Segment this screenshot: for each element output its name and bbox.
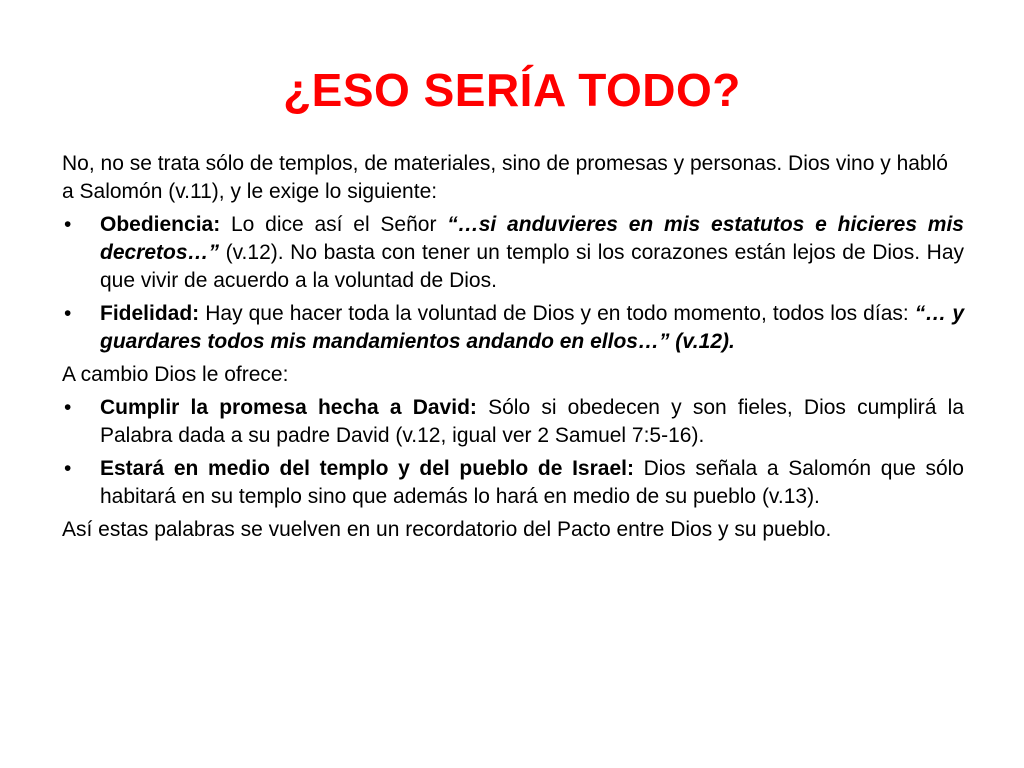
bullet-fidelidad bbox=[62, 300, 964, 356]
bullet-icon: • bbox=[64, 396, 72, 419]
bullet-icon: • bbox=[64, 457, 72, 480]
bullet-icon: • bbox=[64, 302, 72, 325]
bullet-quote: “… y guardares todos mis mandamientos andando en ellos…” (v.12). bbox=[100, 302, 964, 353]
intro-paragraph: No, no se trata sólo de templos, de materiales, sino de promesas y personas. Dios vino y habló a Salomón (v.11), y le exige lo siguiente: bbox=[62, 152, 948, 203]
slide-body bbox=[62, 150, 964, 549]
bullet-label: Obediencia: bbox=[100, 213, 221, 236]
bullet-quote: “…si anduvieres en mis estatutos e hicieres mis decretos…” bbox=[100, 213, 964, 264]
bullet-icon: • bbox=[64, 213, 72, 236]
bullet-en-medio-del-templo bbox=[62, 455, 964, 511]
bullet-text: Sólo si obedecen y son fieles, Dios cumplirá la Palabra dada a su padre David (v.12, igual ver 2 Samuel 7:5-16). bbox=[100, 396, 965, 447]
bullet-obediencia bbox=[62, 211, 964, 295]
bullet-cumplir-promesa bbox=[62, 394, 964, 450]
slide-title: ¿ESO SERÍA TODO? bbox=[283, 64, 741, 116]
bullet-text: Lo dice así el Señor bbox=[220, 213, 448, 236]
conclusion-paragraph: Así estas palabras se vuelven en un recordatorio del Pacto entre Dios y su pueblo. bbox=[62, 518, 832, 541]
bullet-label: Fidelidad: bbox=[100, 302, 200, 325]
bullet-text: Hay que hacer toda la voluntad de Dios y en todo momento, todos los días: bbox=[199, 302, 915, 325]
bullet-label: Cumplir la promesa hecha a David: bbox=[100, 396, 477, 419]
bullet-label: Estará en medio del templo y del pueblo de Israel: bbox=[100, 457, 634, 480]
bullet-text: Dios señala a Salomón que sólo habitará en su templo sino que además lo hará en medio de su pueblo (v.13). bbox=[100, 457, 964, 508]
bullet-text: (v.12). No basta con tener un templo si los corazones están lejos de Dios. Hay que vivir de acuerdo a la voluntad de Dios. bbox=[100, 241, 964, 292]
offer-intro-paragraph: A cambio Dios le ofrece: bbox=[62, 363, 289, 386]
